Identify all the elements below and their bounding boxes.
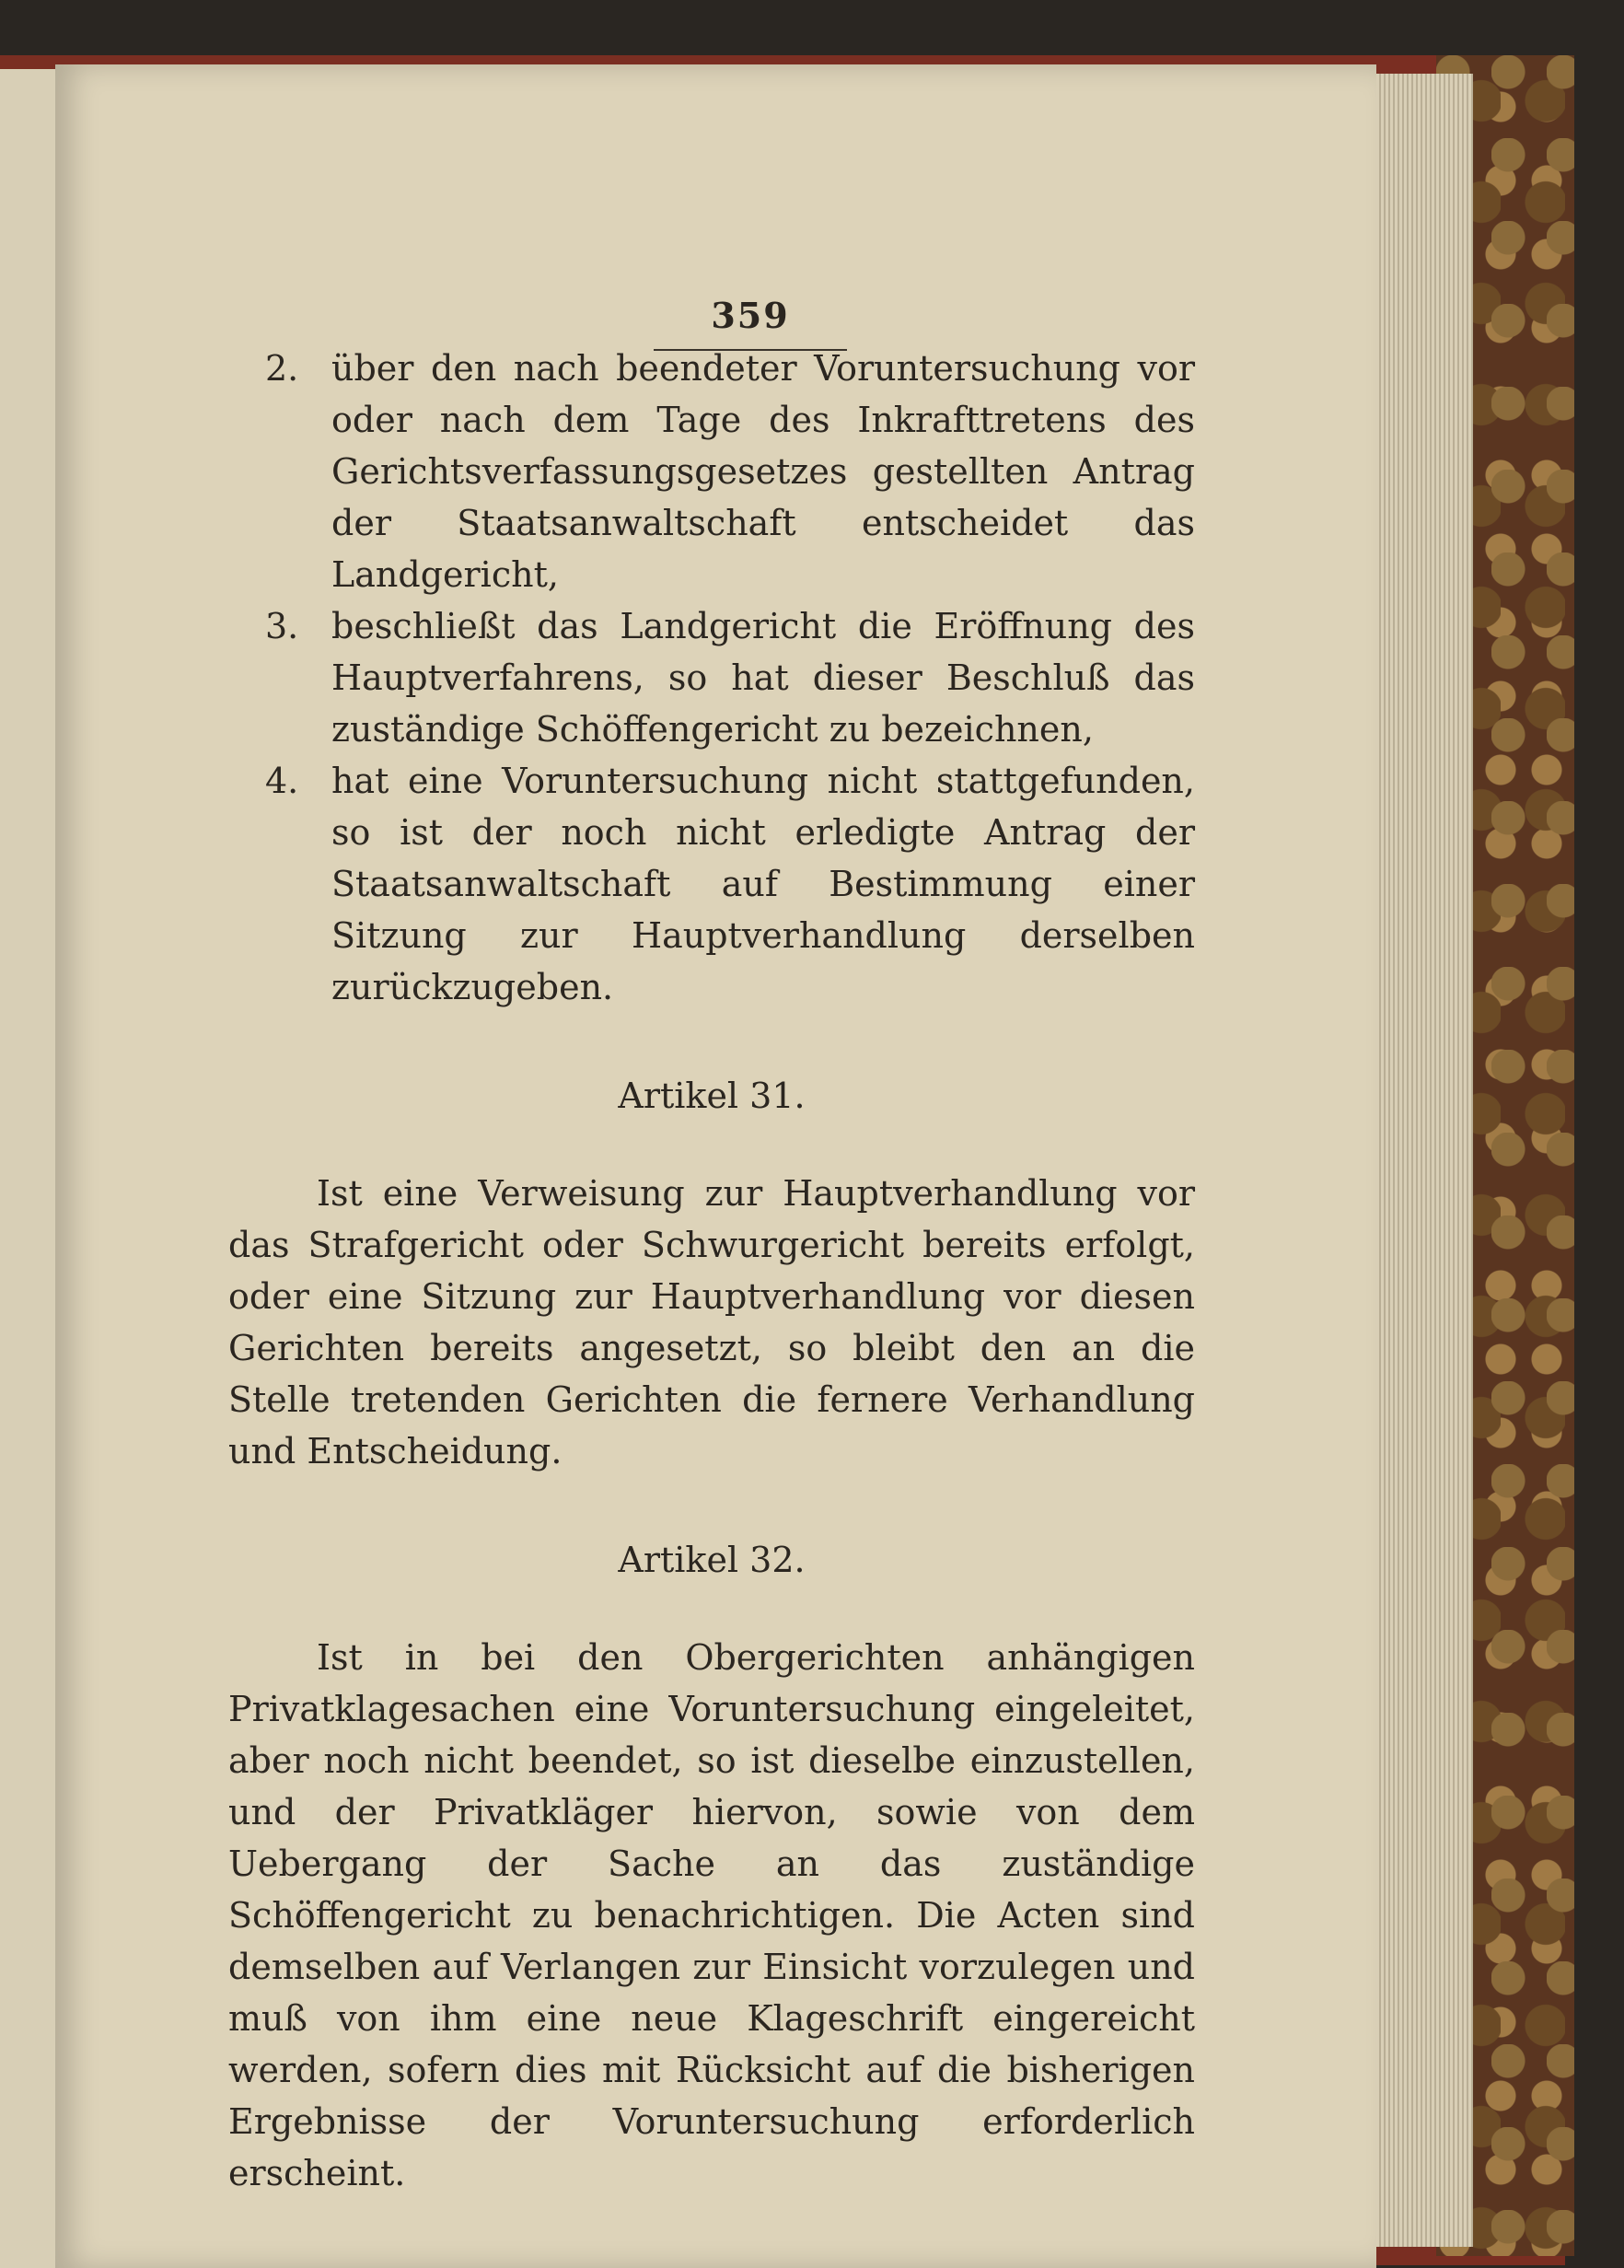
list-item-number: 3. (265, 606, 299, 646)
list-item-text: beschließt das Landgericht die Eröffnung des Hauptverfahrens, so hat dieser Beschluß das zuständige Schöffengericht zu bezeichnen, (331, 606, 1195, 750)
page-number: 359 (711, 295, 790, 336)
left-page-edge (0, 69, 57, 2268)
list-item (228, 343, 1195, 600)
list-item-number: 4. (265, 761, 299, 801)
list-item (228, 600, 1195, 755)
list-item-number: 2. (265, 348, 299, 389)
article-32-heading: Artikel 32. (618, 1540, 806, 1580)
list-item-text: hat eine Voruntersuchung nicht stattgefunden, so ist der noch nicht erledigte Antrag der Staatsanwaltschaft auf Bestimmung einer Sitzung zur Hauptverhandlung derselben zurückzugeben. (331, 761, 1195, 1007)
article-31-text: Ist eine Verweisung zur Hauptverhandlung vor das Strafgericht oder Schwurgericht bereits erfolgt, oder eine Sitzung zur Hauptverhandlung vor diesen Gerichten bereits angesetzt, so bleibt den an die Stelle tretenden Gerichten die fernere Verhandlung und Entscheidung. (228, 1173, 1195, 1471)
article-31-heading: Artikel 31. (618, 1076, 806, 1116)
list-item (228, 755, 1195, 1013)
list-item-text: über den nach beendeter Voruntersuchung vor oder nach dem Tage des Inkrafttretens des Gerichtsverfassungsgesetzes gestellten Antrag der Staatsanwaltschaft entscheidet das Landgericht, (331, 348, 1195, 595)
article-32-text: Ist in bei den Obergerichten anhängigen Privatklagesachen eine Voruntersuchung eingeleitet, aber noch nicht beendet, so ist dieselbe einzustellen, und der Privatkläger hiervon, sowie von dem Uebergang der Sache an das zuständige Schöffengericht zu benachrichtigen. Die Acten sind demselben auf Verlangen zur Einsicht vorzulegen und muß von ihm eine neue Klageschrift eingereicht werden, sofern dies mit Rücksicht auf die bisherigen Ergebnisse der Voruntersuchung erforderlich erscheint. (228, 1637, 1195, 2193)
page-content (228, 343, 1195, 2199)
page-edges (1372, 74, 1473, 2247)
